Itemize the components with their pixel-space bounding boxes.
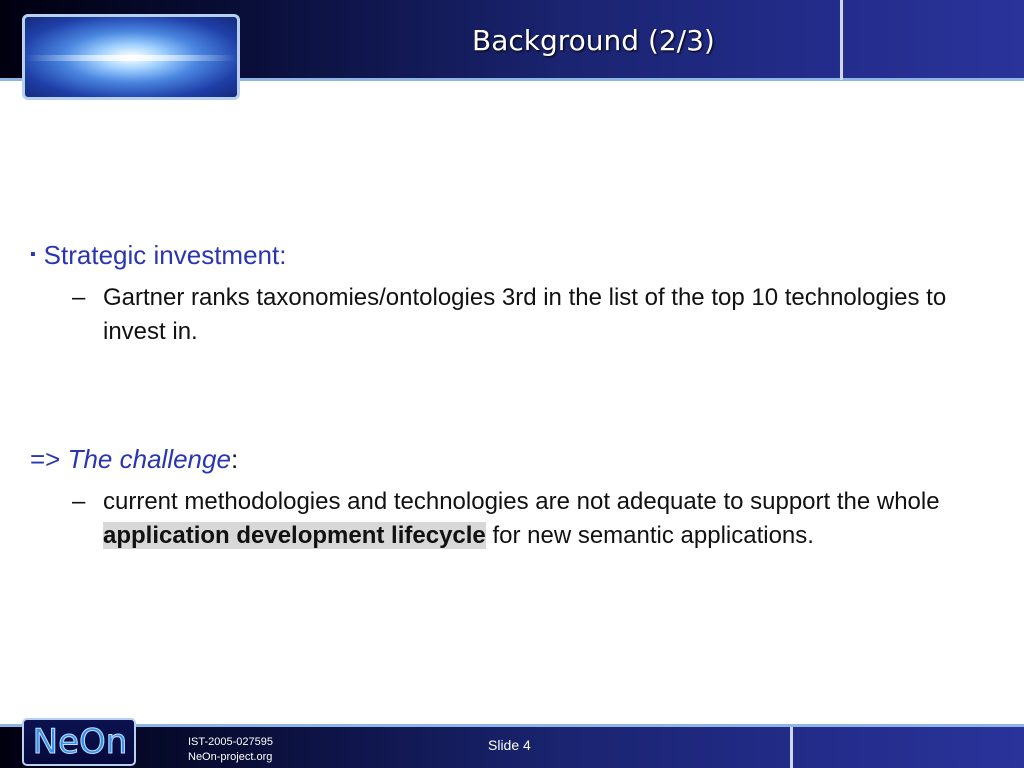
header-logo-image — [22, 14, 240, 100]
project-website: NeOn-project.org — [188, 751, 273, 763]
challenge-label: The challenge — [67, 444, 231, 474]
dash-marker: – — [72, 488, 86, 515]
light-streak-graphic — [25, 55, 237, 61]
challenge-colon: : — [230, 444, 239, 474]
dash-marker: – — [72, 284, 86, 311]
footer-project-info — [188, 735, 273, 765]
highlighted-phrase: application development lifecycle — [103, 522, 486, 549]
project-id: IST-2005-027595 — [188, 736, 274, 748]
sub-bullet-methodologies — [72, 485, 972, 553]
text-after-highlight: for new semantic applications. — [485, 522, 814, 549]
bullet-strategic-investment — [30, 240, 286, 271]
sub-bullet-text: Gartner ranks taxonomies/ontologies 3rd in the list of the top 10 technologies to invest in. — [103, 284, 947, 345]
arrow-prefix: => — [30, 444, 68, 474]
sub-bullet-text — [103, 485, 972, 553]
neon-logo-text: NeOn — [32, 722, 128, 762]
bullet-challenge — [30, 444, 238, 475]
square-bullet-icon: ▪ — [30, 246, 36, 263]
neon-logo — [22, 718, 136, 766]
text-before-highlight: current methodologies and technologies are not adequate to support the whole — [103, 488, 940, 515]
slide-number: Slide 4 — [488, 737, 531, 753]
slide-title: Background (2/3) — [472, 24, 715, 57]
bullet-label: Strategic investment: — [43, 240, 287, 270]
footer-divider — [790, 727, 793, 768]
sub-bullet-gartner — [72, 281, 972, 349]
header-divider — [840, 0, 843, 80]
